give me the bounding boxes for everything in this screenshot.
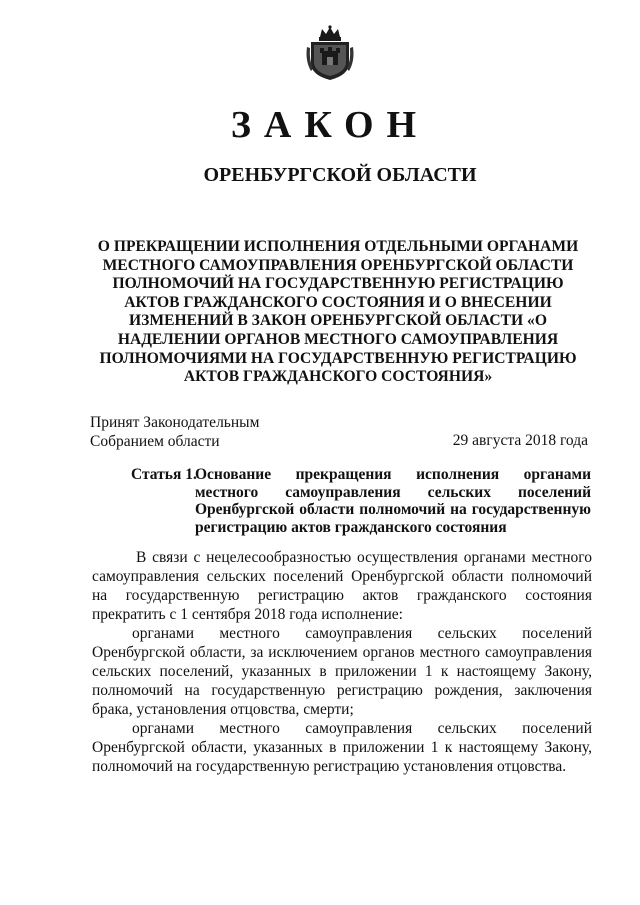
adoption-date: 29 августа 2018 года xyxy=(452,432,588,449)
body-paragraph-2: органами местного самоуправления сельских поселений Оренбургской области, за исключением органов местного самоуправления сельских поселений, указанных в приложении 1 к настоящему Закону, полномочий на государственную регистрацию рождения, заключения брака, установления отцовства, смерти; xyxy=(92,625,592,718)
adoption-line-1: Принят Законодательным xyxy=(90,414,260,431)
law-title: О ПРЕКРАЩЕНИИ ИСПОЛНЕНИЯ ОТДЕЛЬНЫМИ ОРГАНАМИ МЕСТНОГО САМОУПРАВЛЕНИЯ ОРЕНБУРГСКОЙ ОБЛАСТИ ПОЛНОМОЧИЙ НА ГОСУДАРСТВЕННУЮ РЕГИСТРАЦИЮ АКТОВ ГРАЖДАНСКОГО СОСТОЯНИЯ И О ВНЕСЕНИИ ИЗМЕНЕНИЙ В ЗАКОН ОРЕНБУРГСКОЙ ОБЛАСТИ «О НАДЕЛЕНИИ ОРГАНОВ МЕСТНОГО САМОУПРАВЛЕНИЯ ПОЛНОМОЧИЯМИ НА ГОСУДАРСТВЕННУЮ РЕГИСТРАЦИЮ АКТОВ ГРАЖДАНСКОГО СОСТОЯНИЯ» xyxy=(97,238,579,386)
body-paragraph-1: В связи с нецелесообразностью осуществления органами местного самоуправления сельских поселений Оренбургской области полномочий на государственную регистрацию актов гражданского состояния прекратить с 1 сентября 2018 года исполнение: xyxy=(92,549,592,623)
article-body xyxy=(92,548,592,776)
adoption-note xyxy=(90,414,259,451)
document-type-title: ЗАКОН xyxy=(230,104,430,146)
article-1-header xyxy=(131,466,591,536)
article-number: Статья 1. xyxy=(131,466,197,483)
article-heading: Основание прекращения исполнения органами местного самоуправления сельских поселений Оренбургской области полномочий на государственную регистрацию актов гражданского состояния xyxy=(195,466,591,536)
adoption-line-2: Собранием области xyxy=(90,432,220,450)
region-title: ОРЕНБУРГСКОЙ ОБЛАСТИ xyxy=(203,164,477,186)
body-paragraph-3: органами местного самоуправления сельских поселений Оренбургской области, указанных в приложении 1 к настоящему Закону, полномочий на государственную регистрацию установления отцовства. xyxy=(92,720,592,775)
orenburg-coat-of-arms-icon xyxy=(305,25,355,81)
